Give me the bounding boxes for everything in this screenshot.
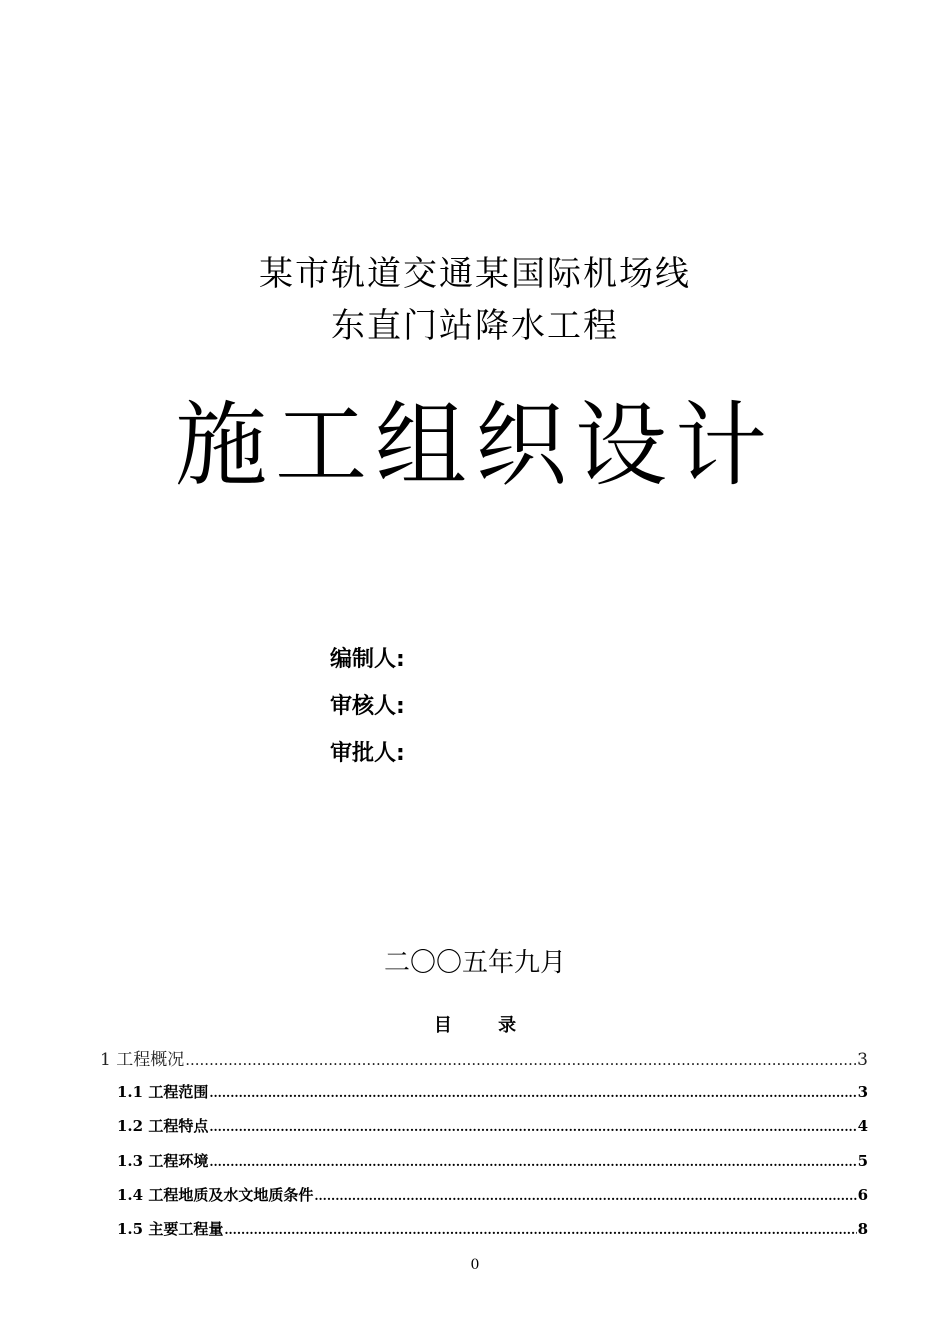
toc-title: 目 录: [433, 1015, 537, 1036]
toc-leader-dots: [224, 1223, 856, 1237]
toc-entry-page: 4: [857, 1117, 868, 1135]
toc-entry[interactable]: [100, 1045, 868, 1070]
toc-leader-dots: [314, 1189, 856, 1203]
signature-approver: 审批人:: [330, 741, 405, 766]
toc-entry[interactable]: [117, 1184, 868, 1205]
toc-entry-text: 1 工程概况: [100, 1050, 185, 1070]
toc-entry-text: 1.5 主要工程量: [117, 1220, 224, 1238]
toc-leader-dots: [185, 1051, 856, 1069]
toc-entry-page: 6: [857, 1186, 868, 1204]
toc-entry[interactable]: [117, 1081, 868, 1102]
cover-subtitle-line2: 东直门站降水工程: [331, 306, 619, 346]
cover-subtitle-line1: 某市轨道交通某国际机场线: [259, 254, 691, 294]
toc-entry-page: 8: [857, 1220, 868, 1238]
toc-leader-dots: [209, 1120, 856, 1134]
toc-entry-page: 3: [857, 1083, 868, 1101]
cover-date: 二〇〇五年九月: [383, 948, 566, 978]
toc-entry-text: 1.1 工程范围: [117, 1083, 209, 1101]
toc-entry-text: 1.4 工程地质及水文地质条件: [117, 1186, 314, 1204]
signature-reviewer: 审核人:: [330, 694, 405, 719]
page-number: 0: [470, 1257, 480, 1273]
signature-compiler: 编制人:: [330, 647, 405, 672]
toc-entry-text: 1.2 工程特点: [117, 1117, 209, 1135]
toc-entry[interactable]: [117, 1115, 868, 1136]
cover-main-title: 施工组织设计: [174, 392, 775, 499]
toc-entry-page: 3: [857, 1050, 868, 1070]
toc-leader-dots: [209, 1086, 856, 1100]
toc-entry-text: 1.3 工程环境: [117, 1152, 209, 1170]
toc-entry-page: 5: [857, 1152, 868, 1170]
toc-entry[interactable]: [117, 1150, 868, 1171]
toc-leader-dots: [209, 1155, 856, 1169]
toc-entry[interactable]: [117, 1218, 868, 1239]
